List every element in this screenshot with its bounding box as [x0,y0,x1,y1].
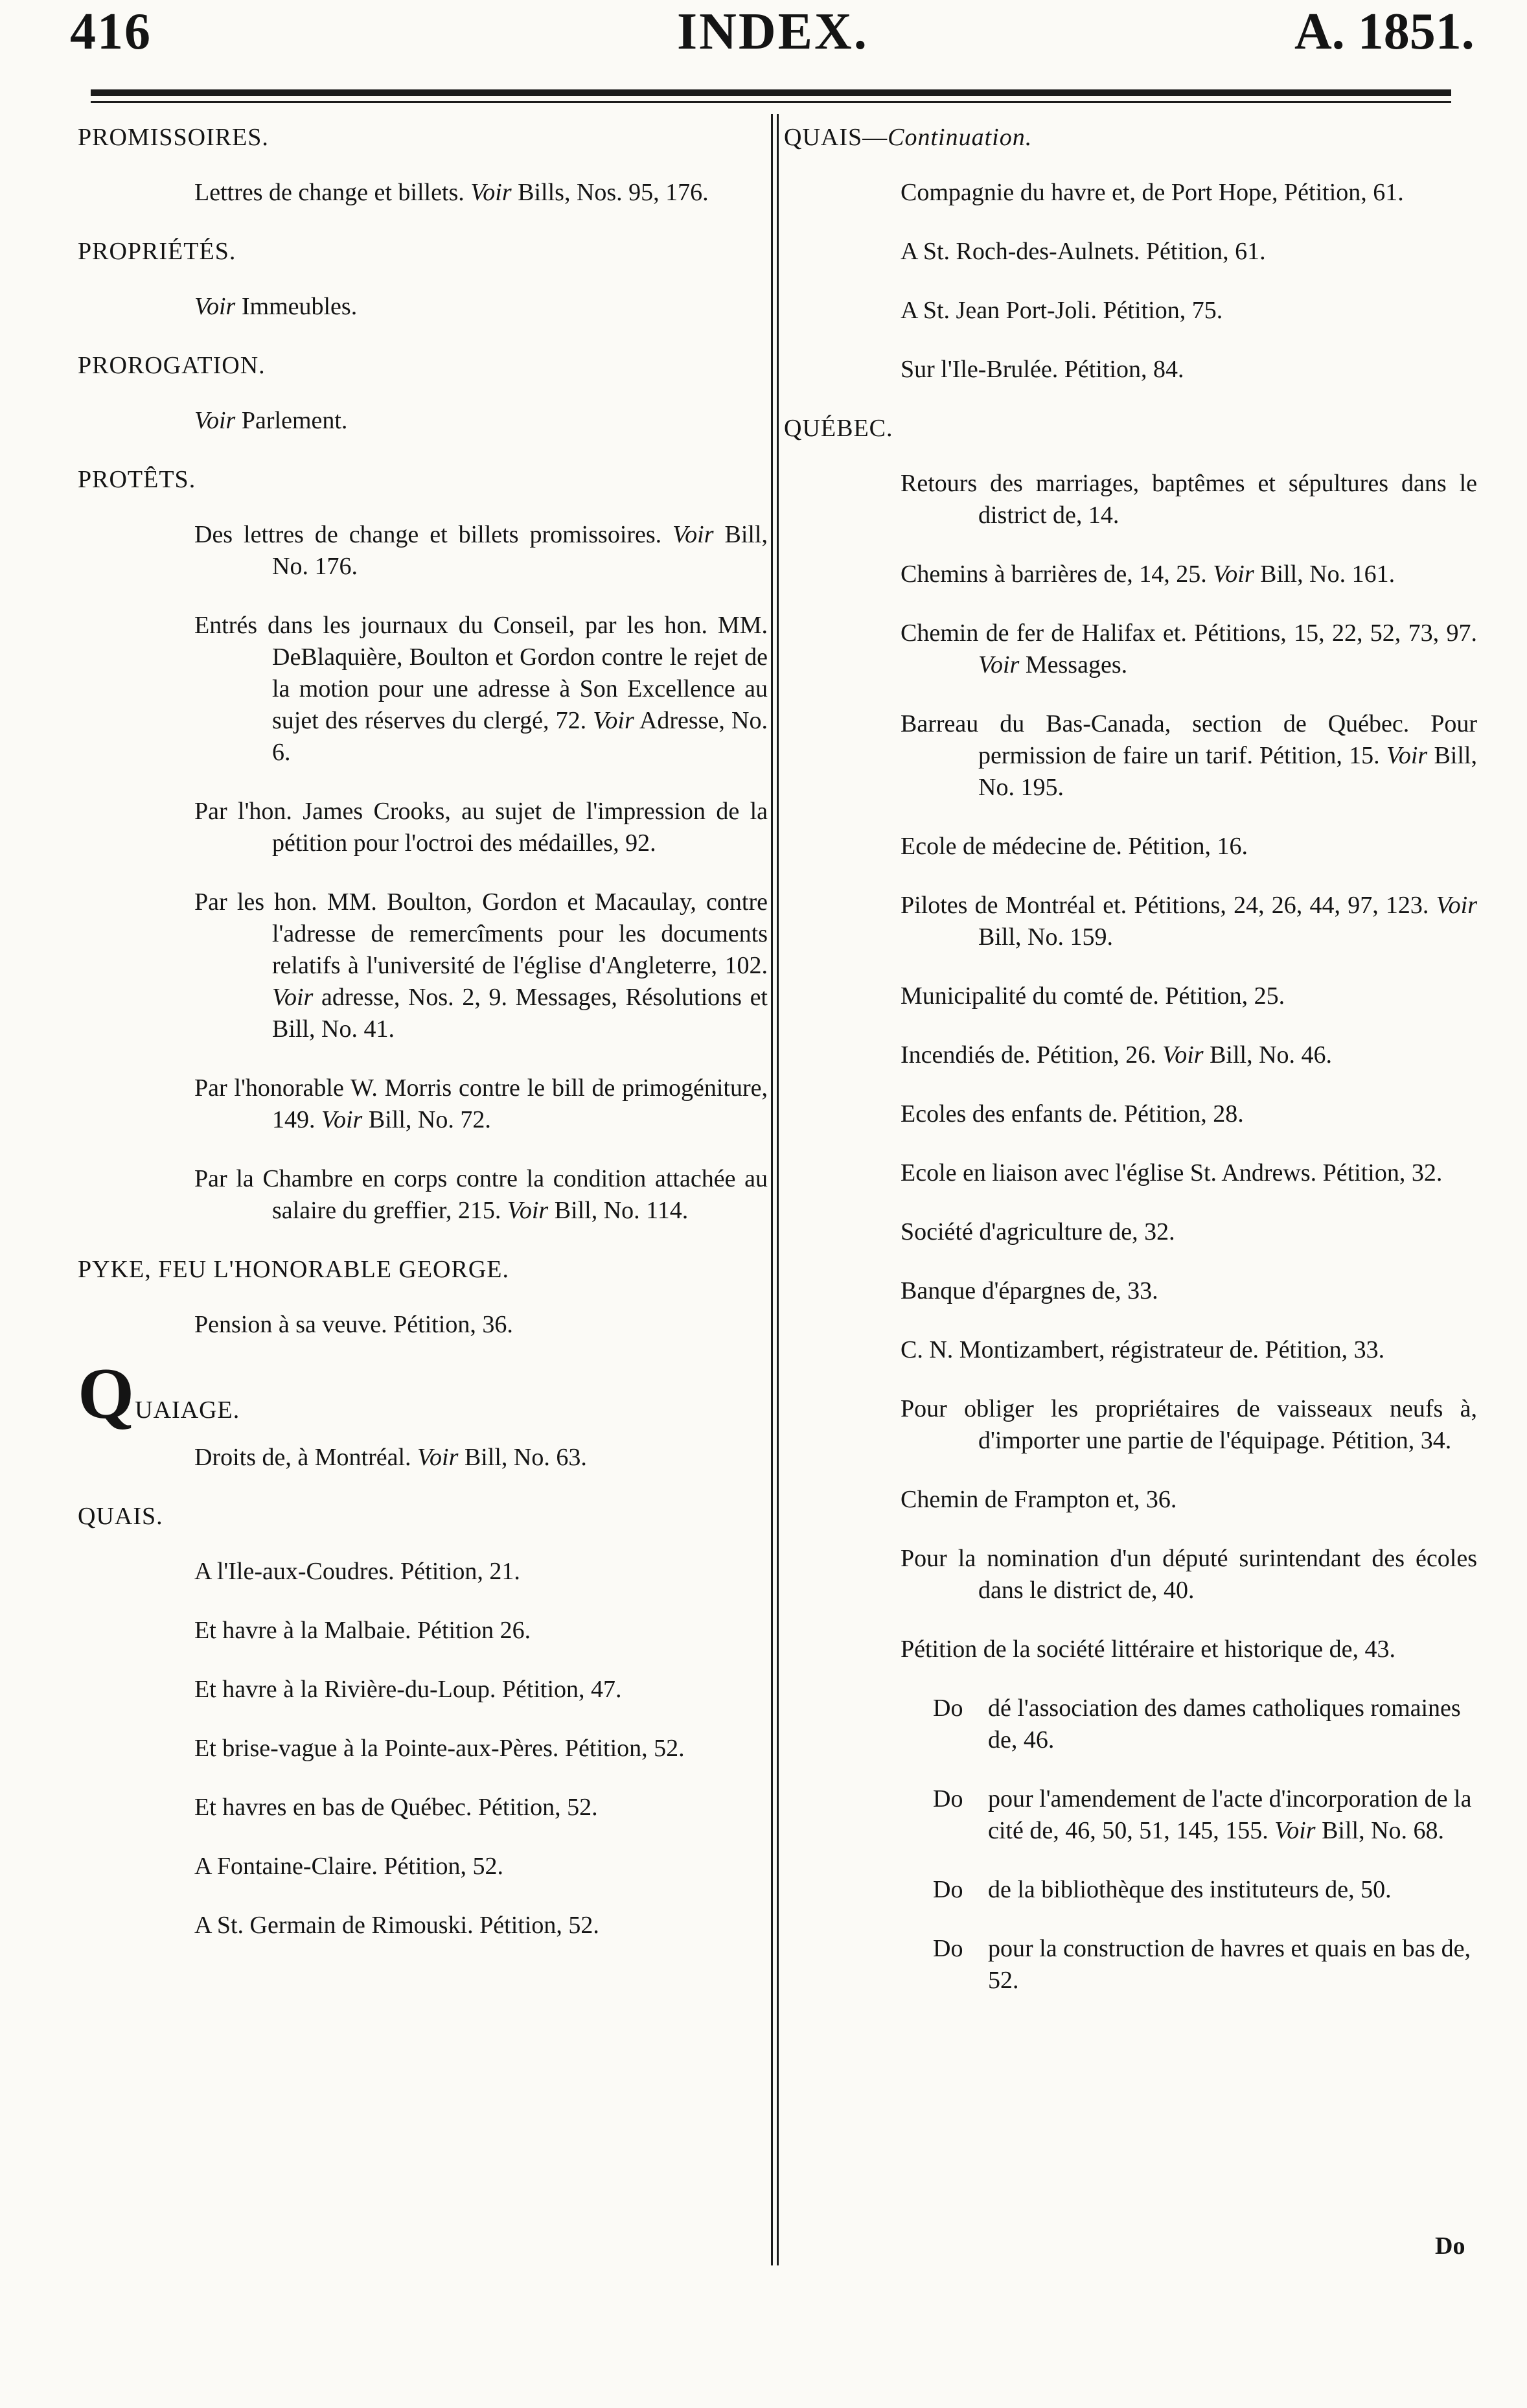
heading-continuation: Continuation. [888,124,1033,151]
voir-italic: Voir [1386,742,1428,769]
column-divider [771,114,779,2265]
voir-italic: Voir [417,1444,459,1471]
index-entry: C. N. Montizambert, régistrateur de. Pétition, 33. [901,1336,1385,1363]
index-entry: Voir Parlement. [194,407,348,434]
page-title: INDEX. [677,3,869,60]
index-heading: PROTÊTS. [78,466,196,493]
index-entry: Pétition de la société littéraire et historique de, 43. [901,1636,1395,1663]
ditto-entry: Do de la bibliothèque des instituteurs de, 50. [933,1874,1477,1906]
left-column [78,122,768,1969]
ditto-mark: Do [933,1935,963,1962]
drop-cap: Q [78,1354,135,1434]
index-entry: Et brise-vague à la Pointe-aux-Pères. Pétition, 52. [194,1735,685,1762]
ditto-entry: Do pour l'amendement de l'acte d'incorporation de la cité de, 46, 50, 51, 145, 155. Voir Bill, No. 68. [933,1783,1477,1847]
index-entry: Par l'honorable W. Morris contre le bill de primogéniture, 149. Voir Bill, No. 72. [194,1074,768,1133]
index-entry: Sur l'Ile-Brulée. Pétition, 84. [901,356,1184,383]
index-entry: Ecole de médecine de. Pétition, 16. [901,833,1248,860]
voir-italic: Voir [470,179,512,206]
index-entry: A St. Germain de Rimouski. Pétition, 52. [194,1912,599,1939]
index-heading: QUAIS. [78,1503,163,1530]
index-entry: Et havre à la Rivière-du-Loup. Pétition, 47. [194,1676,622,1703]
index-entry: Chemin de fer de Halifax et. Pétitions, 15, 22, 52, 73, 97. Voir Messages. [901,619,1477,678]
heading-rest: UAIAGE. [135,1396,240,1424]
index-entry: Voir Immeubles. [194,293,358,320]
page-number: 416 [70,3,152,60]
index-entry: Incendiés de. Pétition, 26. Voir Bill, No. 46. [901,1041,1333,1069]
voir-italic: Voir [672,521,714,548]
index-entry: Chemin de Frampton et, 36. [901,1486,1177,1513]
index-entry: Entrés dans les journaux du Conseil, par les hon. MM. DeBlaquière, Boulton et Gordon contre le rejet de la motion pour une adresse à Son Excellence au sujet des réserves du clergé, 72. Voir Adresse, No. 6. [194,612,768,766]
ditto-mark: Do [933,1876,963,1903]
index-entry: Banque d'épargnes de, 33. [901,1277,1158,1304]
catchword: Do [1435,2232,1465,2260]
index-entry: Retours des marriages, baptêmes et sépultures dans le district de, 14. [901,470,1477,529]
voir-italic: Voir [593,707,634,734]
voir-italic: Voir [194,293,236,320]
index-entry: Barreau du Bas-Canada, section de Québec. Pour permission de faire un tarif. Pétition, 15. Voir Bill, No. 195. [901,710,1477,801]
voir-italic: Voir [1436,892,1477,919]
index-entry: Pilotes de Montréal et. Pétitions, 24, 26, 44, 97, 123. Voir Bill, No. 159. [901,892,1477,951]
voir-italic: Voir [978,651,1020,678]
voir-italic: Voir [1162,1041,1204,1069]
index-entry: Société d'agriculture de, 32. [901,1218,1175,1245]
ditto-mark: Do [933,1695,963,1722]
index-entry: Droits de, à Montréal. Voir Bill, No. 63. [194,1444,587,1471]
voir-italic: Voir [321,1106,363,1133]
index-entry: A Fontaine-Claire. Pétition, 52. [194,1853,504,1880]
index-heading: QUAIS—Continuation. [784,124,1033,151]
index-entry: Municipalité du comté de. Pétition, 25. [901,982,1285,1010]
ditto-entry: Do pour la construction de havres et quais en bas de, 52. [933,1933,1477,1997]
index-entry: A St. Roch-des-Aulnets. Pétition, 61. [901,238,1266,265]
ditto-entry: Do dé l'association des dames catholiques romaines de, 46. [933,1693,1477,1756]
voir-italic: Voir [1213,561,1254,588]
index-heading: PROMISSOIRES. [78,124,269,151]
index-heading [78,1354,768,1434]
index-entry: A St. Jean Port-Joli. Pétition, 75. [901,297,1223,324]
index-entry: Par la Chambre en corps contre la condition attachée au salaire du greffier, 215. Voir Bill, No. 114. [194,1165,768,1224]
voir-italic: Voir [194,407,236,434]
index-entry: Lettres de change et billets. Voir Bills, Nos. 95, 176. [194,179,709,206]
index-entry: Pour la nomination d'un député surintendant des écoles dans le district de, 40. [901,1545,1477,1604]
index-entry: Pension à sa veuve. Pétition, 36. [194,1311,513,1338]
index-entry: Et havre à la Malbaie. Pétition 26. [194,1617,531,1644]
header-rule-thin [91,101,1451,103]
index-entry: Par les hon. MM. Boulton, Gordon et Macaulay, contre l'adresse de remercîments pour les documents relatifs à l'université de l'église d'Angleterre, 102. Voir adresse, Nos. 2, 9. Messages, Résolutions et Bill, No. 41. [194,888,768,1043]
index-entry: A l'Ile-aux-Coudres. Pétition, 21. [194,1558,520,1585]
index-heading: PROPRIÉTÉS. [78,238,236,265]
index-entry: Des lettres de change et billets promissoires. Voir Bill, No. 176. [194,521,768,580]
index-entry: Par l'hon. James Crooks, au sujet de l'impression de la pétition pour l'octroi des médailles, 92. [194,798,768,857]
voir-italic: Voir [272,984,314,1011]
right-column [784,122,1477,2024]
index-entry: Et havres en bas de Québec. Pétition, 52. [194,1794,598,1821]
index-entry: Ecole en liaison avec l'église St. Andrews. Pétition, 32. [901,1159,1443,1187]
index-entry: Ecoles des enfants de. Pétition, 28. [901,1100,1244,1128]
page-year: A. 1851. [1294,3,1475,60]
index-heading: PYKE, FEU L'HONORABLE GEORGE. [78,1256,510,1283]
index-entry: Chemins à barrières de, 14, 25. Voir Bill, No. 161. [901,561,1395,588]
index-entry: Pour obliger les propriétaires de vaisseaux neufs à, d'importer une partie de l'équipage. Pétition, 34. [901,1395,1477,1454]
voir-italic: Voir [507,1197,549,1224]
header-rule-thick [91,89,1451,96]
index-heading: QUÉBEC. [784,415,893,442]
voir-italic: Voir [1274,1817,1316,1844]
index-heading: PROROGATION. [78,352,266,379]
index-entry: Compagnie du havre et, de Port Hope, Pétition, 61. [901,179,1404,206]
ditto-mark: Do [933,1785,963,1812]
